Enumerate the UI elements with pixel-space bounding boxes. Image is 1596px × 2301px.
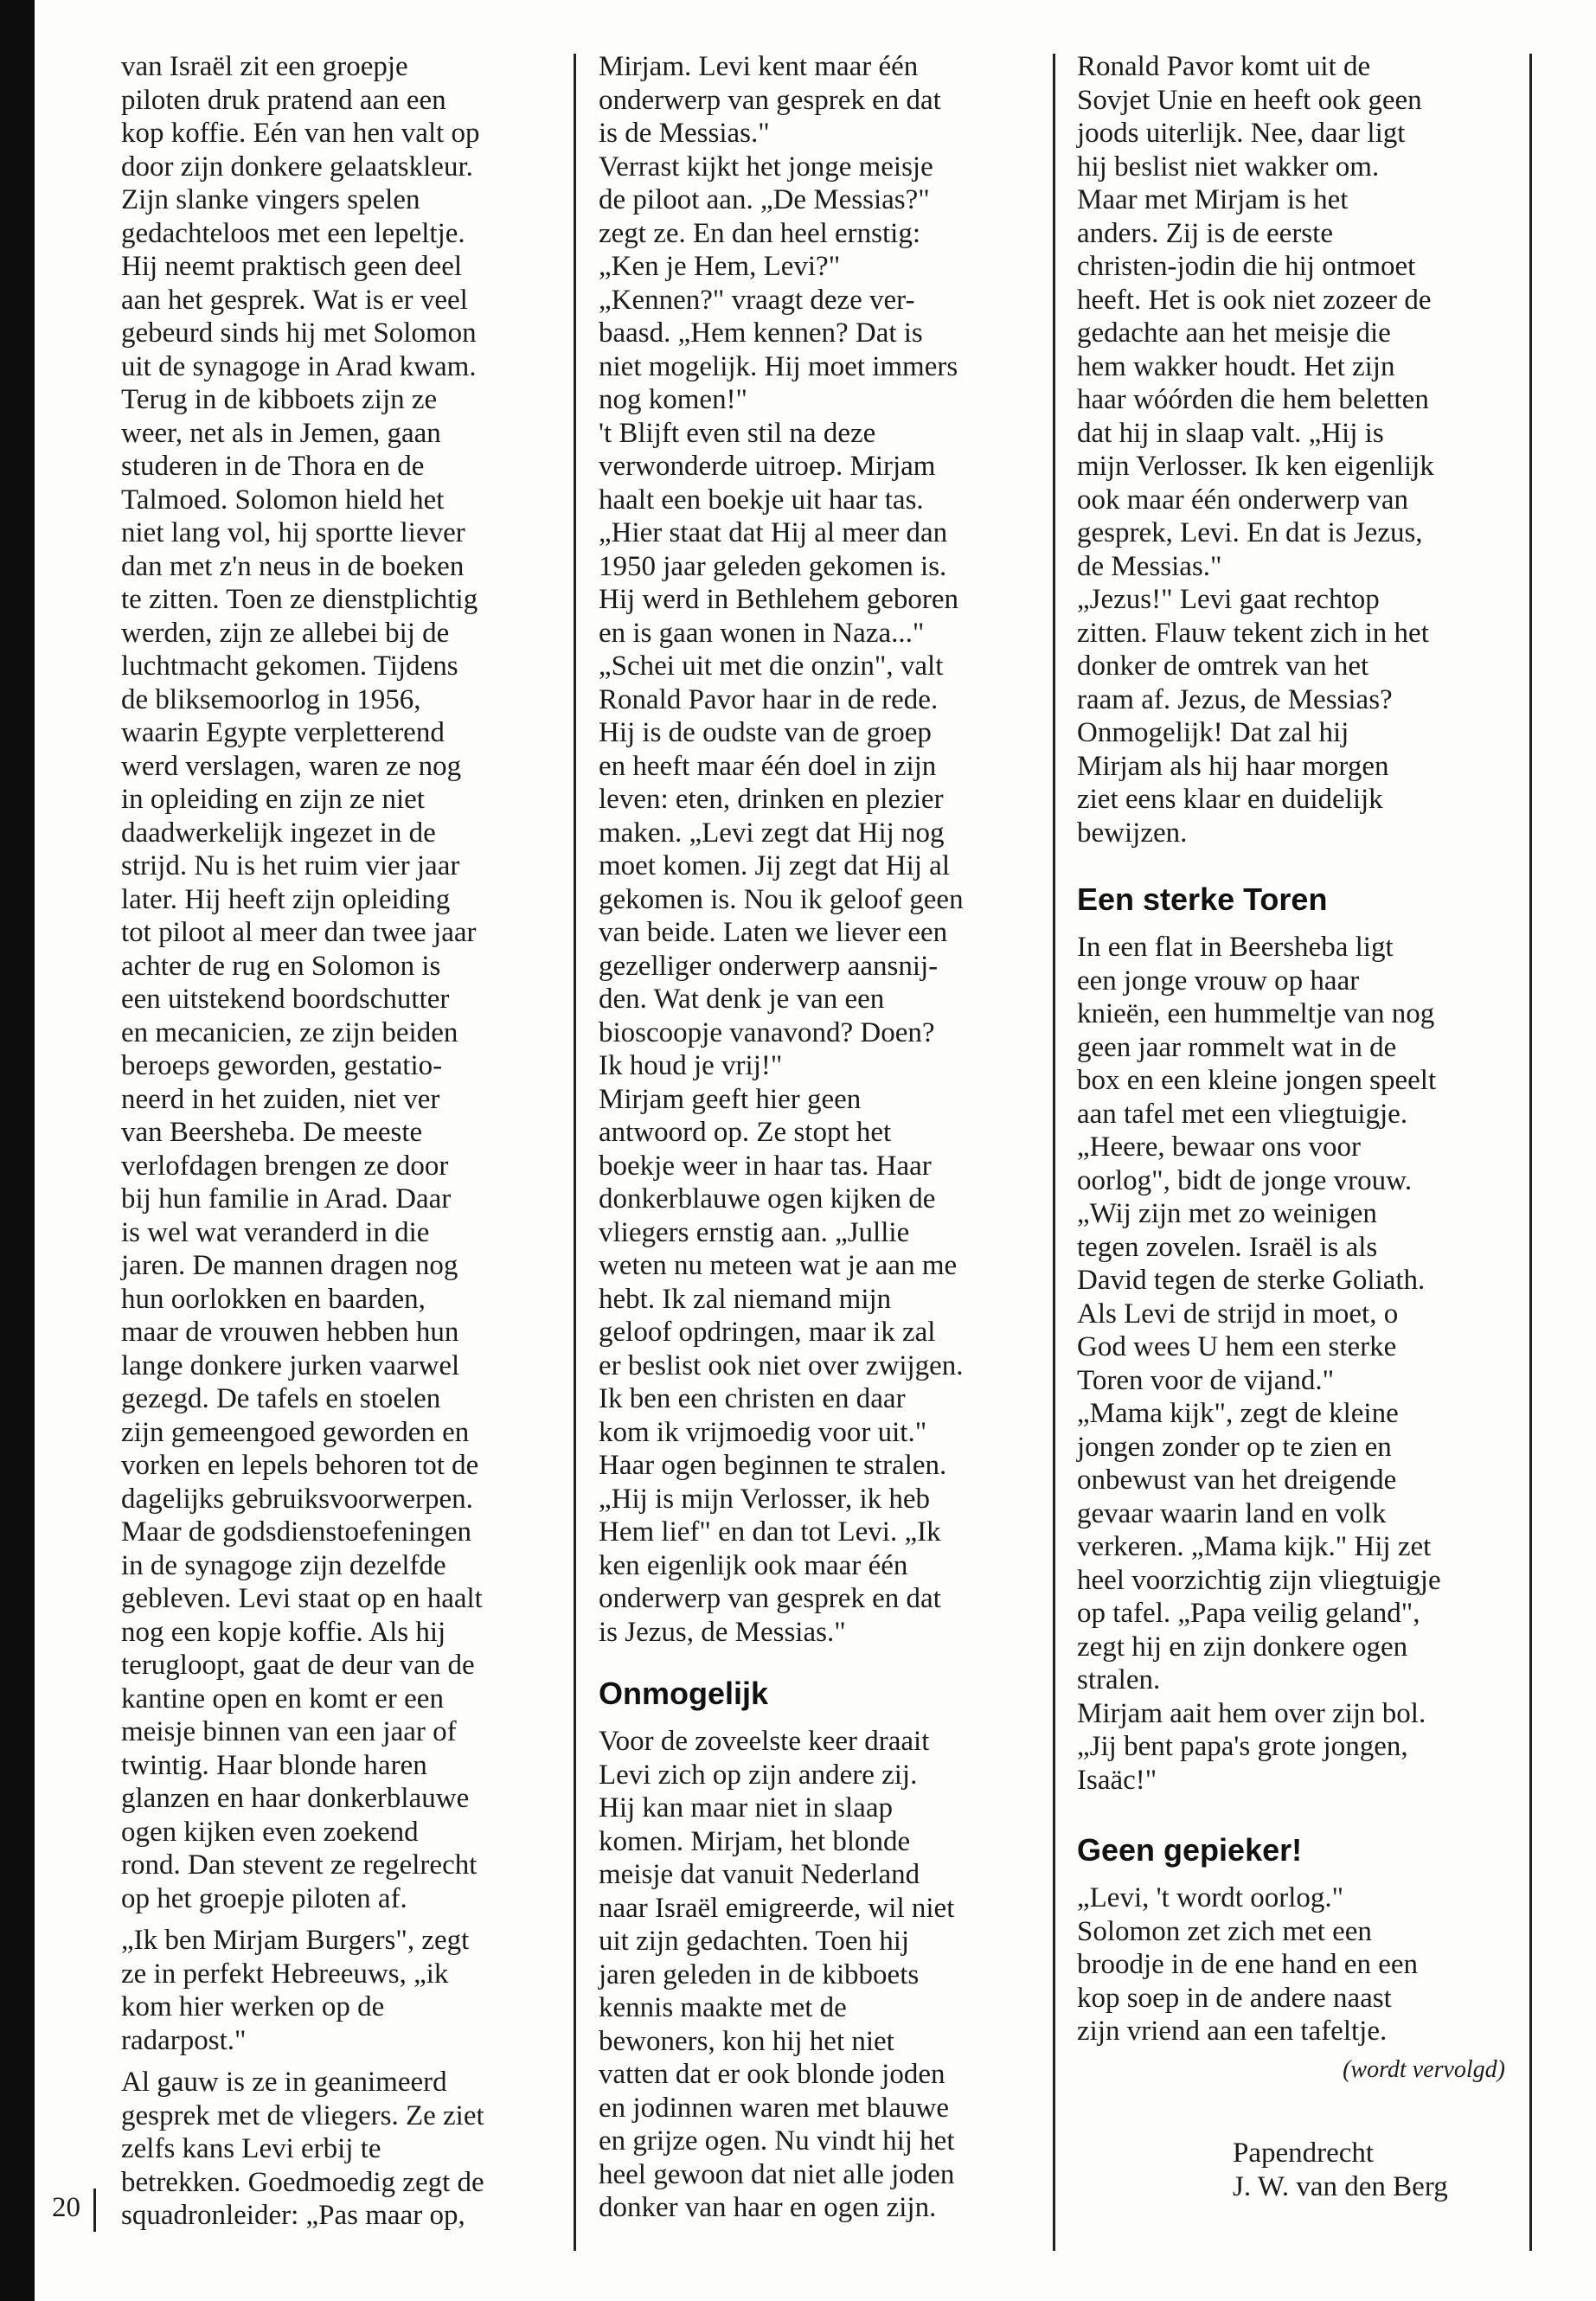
section-heading-geen-gepieker: Geen gepieker! — [1077, 1832, 1303, 1868]
column-divider-1 — [574, 54, 576, 2251]
column-2 — [599, 50, 1027, 2225]
column-1-paragraph-1: van Israël zit een groepje piloten druk pratend aan een kop koffie. Eén van hen valt op door zijn donkere gelaatskleur. Zijn slanke vingers spelen gedachteloos met een lepeltje. Hij neemt praktisch geen deel aan het gesprek. Wat is er veel gebeurd sinds hij met Solomon uit de synagoge in Arad kwam. Terug in de kibboets zijn ze weer, net als in Jemen, gaan studeren in de Thora en de Talmoed. Solomon hield het niet lang vol, hij sportte liever dan met z'n neus in de boeken te zitten. Toen ze dienstplichtig werden, zijn ze allebei bij de luchtmacht gekomen. Tijdens de bliksemoorlog in 1956, waarin Egypte verpletterend werd verslagen, waren ze nog in opleiding en zijn ze niet daadwerkelijk ingezet in de strijd. Nu is het ruim vier jaar later. Hij heeft zijn opleiding tot piloot al meer dan twee jaar achter de rug en Solomon is een uitstekend boordschutter en mecanicien, ze zijn beiden beroeps geworden, gestatio- neerd in het zuiden, niet ver van Beersheba. De meeste verlofdagen brengen ze door bij hun familie in Arad. Daar is wel wat veranderd in die jaren. De mannen dragen nog hun oorlokken en baarden, maar de vrouwen hebben hun lange donkere jurken vaarwel gezegd. De tafels en stoelen zijn gemeengoed geworden en vorken en lepels behoren tot de dagelijks gebruiksvoorwerpen. Maar de godsdienstoefeningen in de synagoge zijn dezelfde gebleven. Levi staat op en haalt nog een kopje koffie. Als hij terugloopt, gaat de deur van de kantine open en komt er een meisje binnen van een jaar of twintig. Haar blonde haren glanzen en haar donkerblauwe ogen kijken even zoekend rond. Dan stevent ze regelrecht op het groepje piloten af. — [121, 51, 483, 1914]
column-1-paragraph-2: „Ik ben Mirjam Burgers", zegt ze in perfekt Hebreeuws, „ik kom hier werken op de radarpost." — [121, 1925, 470, 2056]
continued-note: (wordt vervolgd) — [1343, 2055, 1505, 2083]
column-1 — [121, 50, 545, 2233]
section-heading-een-sterke-toren: Een sterke Toren — [1077, 881, 1328, 917]
page-edge-shadow — [0, 0, 35, 2301]
column-3-paragraph-3: „Levi, 't wordt oorlog." Solomon zet zich met een broodje in de ene hand en een kop soep in de andere naast zijn vriend aan een tafeltje. — [1077, 1882, 1419, 2047]
column-3 — [1077, 50, 1505, 2203]
column-3-paragraph-1: Ronald Pavor komt uit de Sovjet Unie en heeft ook geen joods uiterlijk. Nee, daar ligt hij beslist niet wakker om. Maar met Mirjam is het anders. Zij is de eerste christen-jodin die hij ontmoet heeft. Het is ook niet zozeer de gedachte aan het meisje die hem wakker houdt. Het zijn haar wóórden die hem beletten dat hij in slaap valt. „Hij is mijn Verlosser. Ik ken eigenlijk ook maar één onderwerp van gesprek, Levi. En dat is Jezus, de Messias." „Jezus!" Levi gaat rechtop zitten. Flauw tekent zich in het donker de omtrek van het raam af. Jezus, de Messias? Onmogelijk! Dat zal hij Mirjam als hij haar morgen ziet eens klaar en duidelijk bewijzen. — [1077, 51, 1434, 849]
column-2-paragraph-2: Voor de zoveelste keer draait Levi zich op zijn andere zij. Hij kan maar niet in slaap komen. Mirjam, het blonde meisje dat vanuit Nederland naar Israël emigreerde, wil niet uit zijn gedachten. Toen hij jaren geleden in de kibboets kennis maakte met de bewoners, kon hij het niet vatten dat er ook blonde joden en jodinnen waren met blauwe en grijze ogen. Nu vindt hij het heel gewoon dat niet alle joden donker van haar en ogen zijn. — [599, 1726, 955, 2223]
column-3-paragraph-2: In een flat in Beersheba ligt een jonge vrouw op haar knieën, een hummeltje van nog geen jaar rommelt wat in de box en een kleine jongen speelt aan tafel met een vliegtuigje. „Heere, bewaar ons voor oorlog", bidt de jonge vrouw. „Wij zijn met zo weinigen tegen zovelen. Israël is als David tegen de sterke Goliath. Als Levi de strijd in moet, o God wees U hem een sterke Toren voor de vijand." „Mama kijk", zegt de kleine jongen zonder op te zien en onbewust van het dreigende gevaar waarin land en volk verkeren. „Mama kijk." Hij zet heel voorzichtig zijn vliegtuigje op tafel. „Papa veilig geland", zegt hij en zijn donkere ogen stralen. Mirjam aait hem over zijn bol. „Jij bent papa's grote jongen, Isaäc!" — [1077, 932, 1441, 1796]
page-number: 20 — [52, 2192, 80, 2223]
column-1-paragraph-3: Al gauw is ze in geanimeerd gesprek met de vliegers. Ze ziet zelfs kans Levi erbij te betrekken. Goedmoedig zegt de squadronleider: „Pas maar op, — [121, 2067, 484, 2231]
author-place: Papendrecht — [1233, 2138, 1375, 2169]
column-divider-3 — [1529, 54, 1532, 2251]
column-divider-2 — [1053, 54, 1055, 2251]
page-number-rule — [93, 2189, 96, 2232]
section-heading-onmogelijk: Onmogelijk — [599, 1676, 769, 1711]
column-2-paragraph-1: Mirjam. Levi kent maar één onderwerp van gesprek en dat is de Messias." Verrast kijkt het jonge meisje de piloot aan. „De Messias?" zegt ze. En dan heel ernstig: „Ken je Hem, Levi?" „Kennen?" vraagt deze ver- baasd. „Hem kennen? Dat is niet mogelijk. Hij moet immers nog komen!" 't Blijft even stil na deze verwonderde uitroep. Mirjam haalt een boekje uit haar tas. „Hier staat dat Hij al meer dan 1950 jaar geleden gekomen is. Hij werd in Bethlehem geboren en is gaan wonen in Naza..." „Schei uit met die onzin", valt Ronald Pavor haar in de rede. Hij is de oudste van de groep en heeft maar één doel in zijn leven: eten, drinken en plezier maken. „Levi zegt dat Hij nog moet komen. Jij zegt dat Hij al gekomen is. Nou ik geloof geen van beide. Laten we liever een gezelliger onderwerp aansnij- den. Wat denk je van een bioscoopje vanavond? Doen? Ik houd je vrij!" Mirjam geeft hier geen antwoord op. Ze stopt het boekje weer in haar tas. Haar donkerblauwe ogen kijken de vliegers ernstig aan. „Jullie weten nu meteen wat je aan me hebt. Ik zal niemand mijn geloof opdringen, maar ik zal er beslist ook niet over zwijgen. Ik ben een christen en daar kom ik vrijmoedig voor uit." Haar ogen beginnen te stralen. „Hij is mijn Verlosser, ik heb Hem lief" en dan tot Levi. „Ik ken eigenlijk ook maar één onderwerp van gesprek en dat is Jezus, de Messias." — [599, 51, 964, 1648]
author-name: J. W. van den Berg — [1233, 2170, 1448, 2202]
